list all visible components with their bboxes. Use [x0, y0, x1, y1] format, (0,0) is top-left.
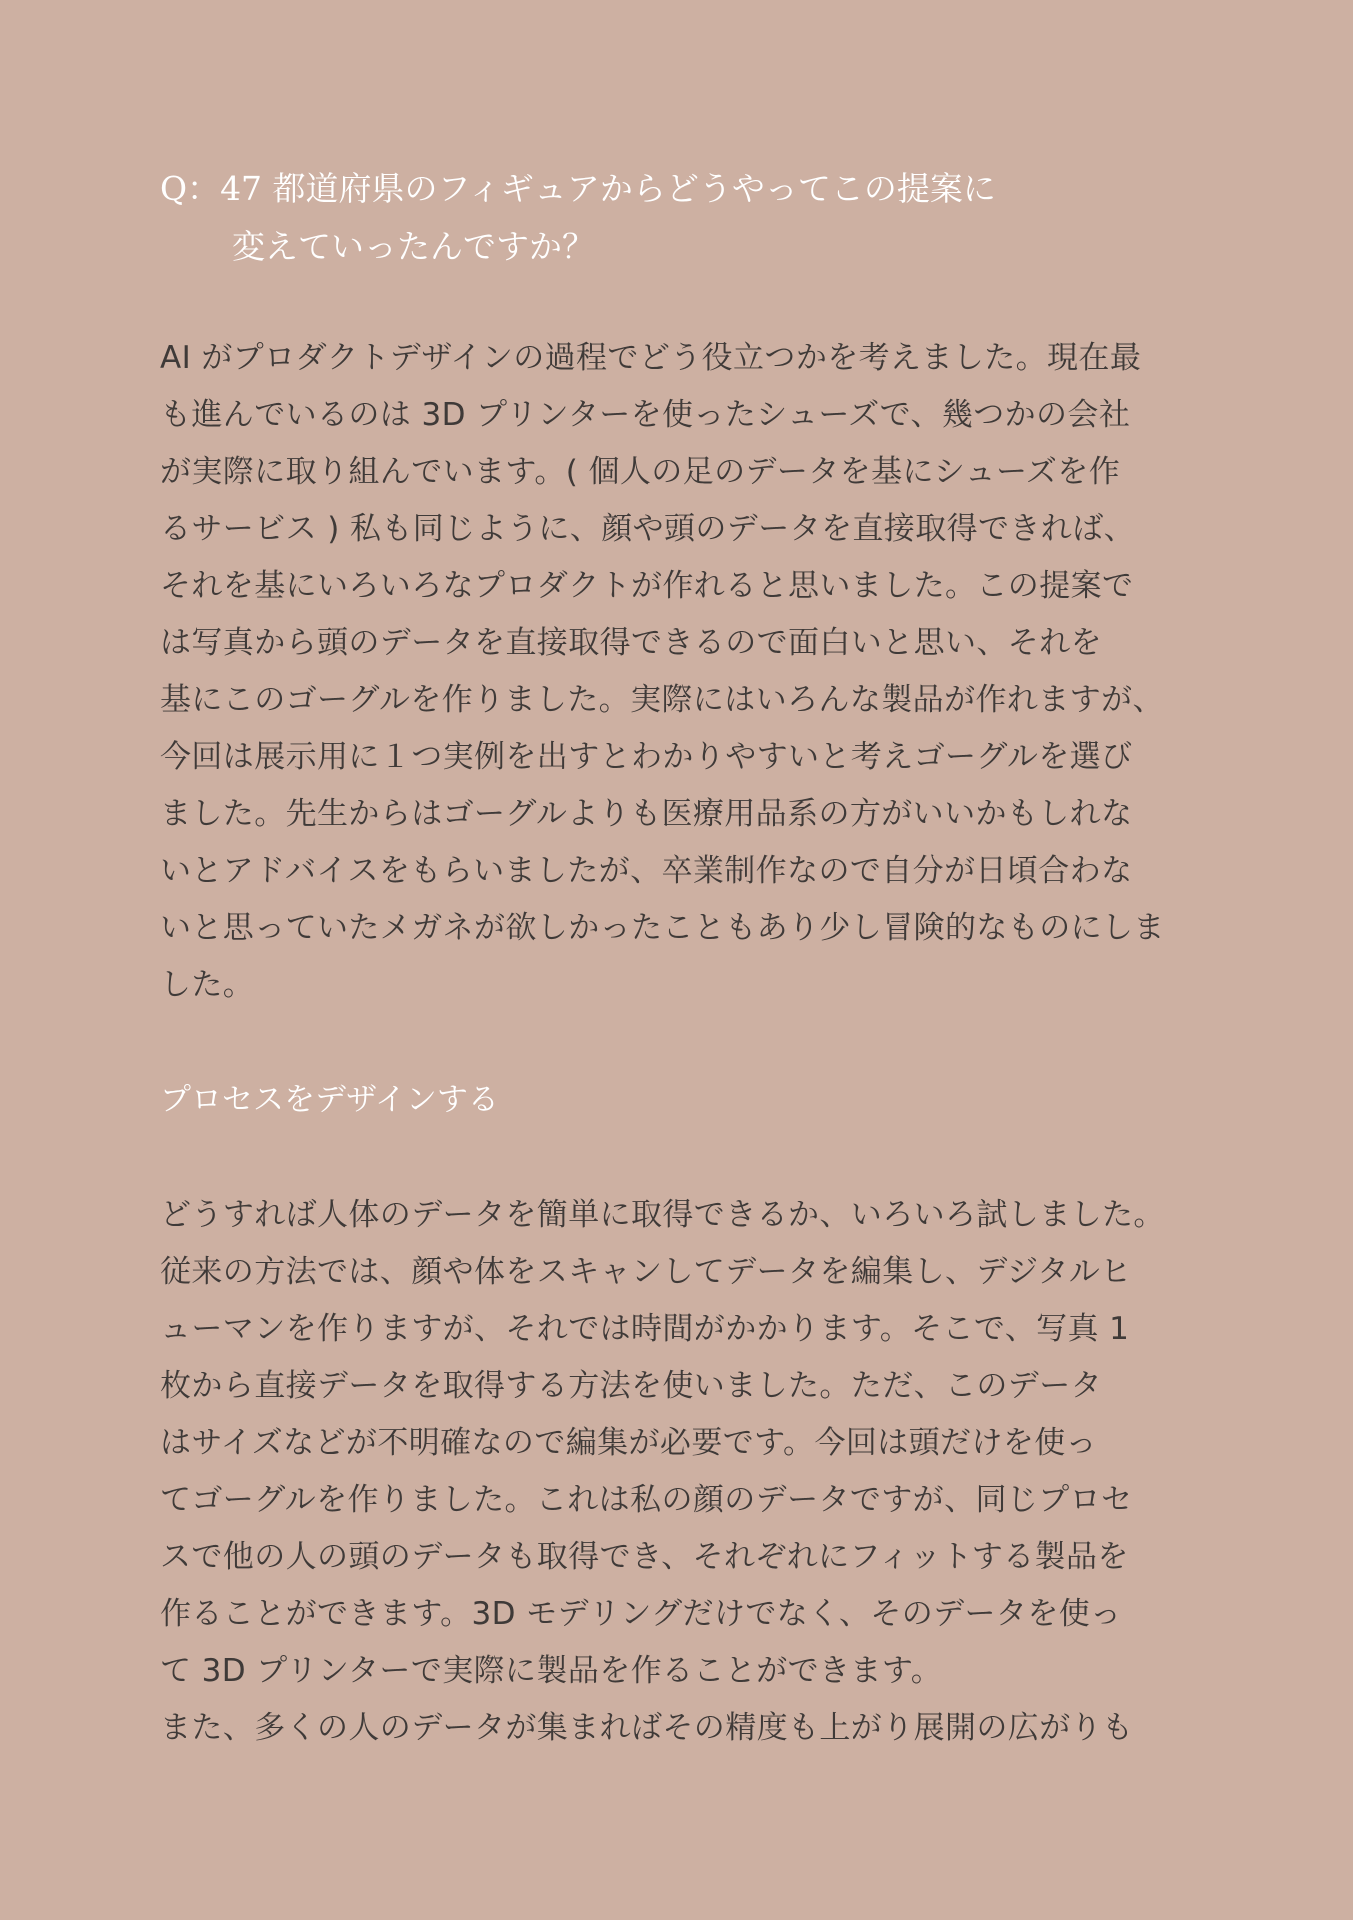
process-line: てゴーグルを作りました。これは私の顔のデータですが、同じプロセ — [160, 1482, 1133, 1518]
answer-line: も進んでいるのは 3D プリンターを使ったシューズで、幾つかの会社 — [160, 397, 1131, 433]
answer-line: 今回は展示用に１つ実例を出すとわかりやすいと考えゴーグルを選び — [160, 739, 1133, 775]
answer-line: は写真から頭のデータを直接取得できるので面白いと思い、それを — [160, 625, 1102, 661]
answer-line: ました。先生からはゴーグルよりも医療用品系の方がいいかもしれな — [160, 796, 1133, 832]
process-line: スで他の人の頭のデータも取得でき、それぞれにフィットする製品を — [160, 1539, 1129, 1575]
question-line-1 — [160, 160, 1200, 218]
answer-line: いとアドバイスをもらいましたが、卒業制作なので自分が日頃合わな — [160, 853, 1133, 889]
question-text-1: 47 都道府県のフィギュアからどうやってこの提案に — [220, 169, 996, 208]
process-line: 枚から直接データを取得する方法を使いました。ただ、このデータ — [160, 1368, 1102, 1404]
process-line: どうすれば人体のデータを簡単に取得できるか、いろいろ試しました。 — [160, 1197, 1165, 1233]
answer-line: 基にこのゴーグルを作りました。実際にはいろんな製品が作れますが、 — [160, 682, 1164, 718]
process-line: ューマンを作りますが、それでは時間がかかります。そこで、写真 1 — [160, 1311, 1130, 1347]
process-paragraph — [160, 1187, 1200, 1757]
answer-line: AI がプロダクトデザインの過程でどう役立つかを考えました。現在最 — [160, 340, 1142, 376]
answer-line: それを基にいろいろなプロダクトが作れると思いました。この提案で — [160, 568, 1134, 604]
process-line: また、多くの人のデータが集まればその精度も上がり展開の広がりも — [160, 1710, 1134, 1746]
question — [160, 160, 1200, 276]
process-line: 作ることができます。3D モデリングだけでなく、そのデータを使っ — [160, 1596, 1122, 1632]
answer-paragraph — [160, 330, 1200, 1014]
section-heading: プロセスをデザインする — [160, 1082, 499, 1118]
answer-line: した。 — [160, 967, 255, 1003]
answer-line: が実際に取り組んでいます。( 個人の足のデータを基にシューズを作 — [160, 454, 1121, 490]
question-label: Q： — [160, 169, 221, 208]
answer-line: るサービス ) 私も同じように、顔や頭のデータを直接取得できれば、 — [160, 511, 1135, 547]
process-line: 従来の方法では、顔や体をスキャンしてデータを編集し、デジタルヒ — [160, 1254, 1132, 1290]
process-line: はサイズなどが不明確なので編集が必要です。今回は頭だけを使っ — [160, 1425, 1098, 1461]
answer-line: いと思っていたメガネが欲しかったこともあり少し冒険的なものにしま — [160, 910, 1165, 946]
process-line: て 3D プリンターで実際に製品を作ることができます。 — [160, 1653, 943, 1689]
question-line-2: 変えていったんですか？ — [232, 227, 595, 266]
